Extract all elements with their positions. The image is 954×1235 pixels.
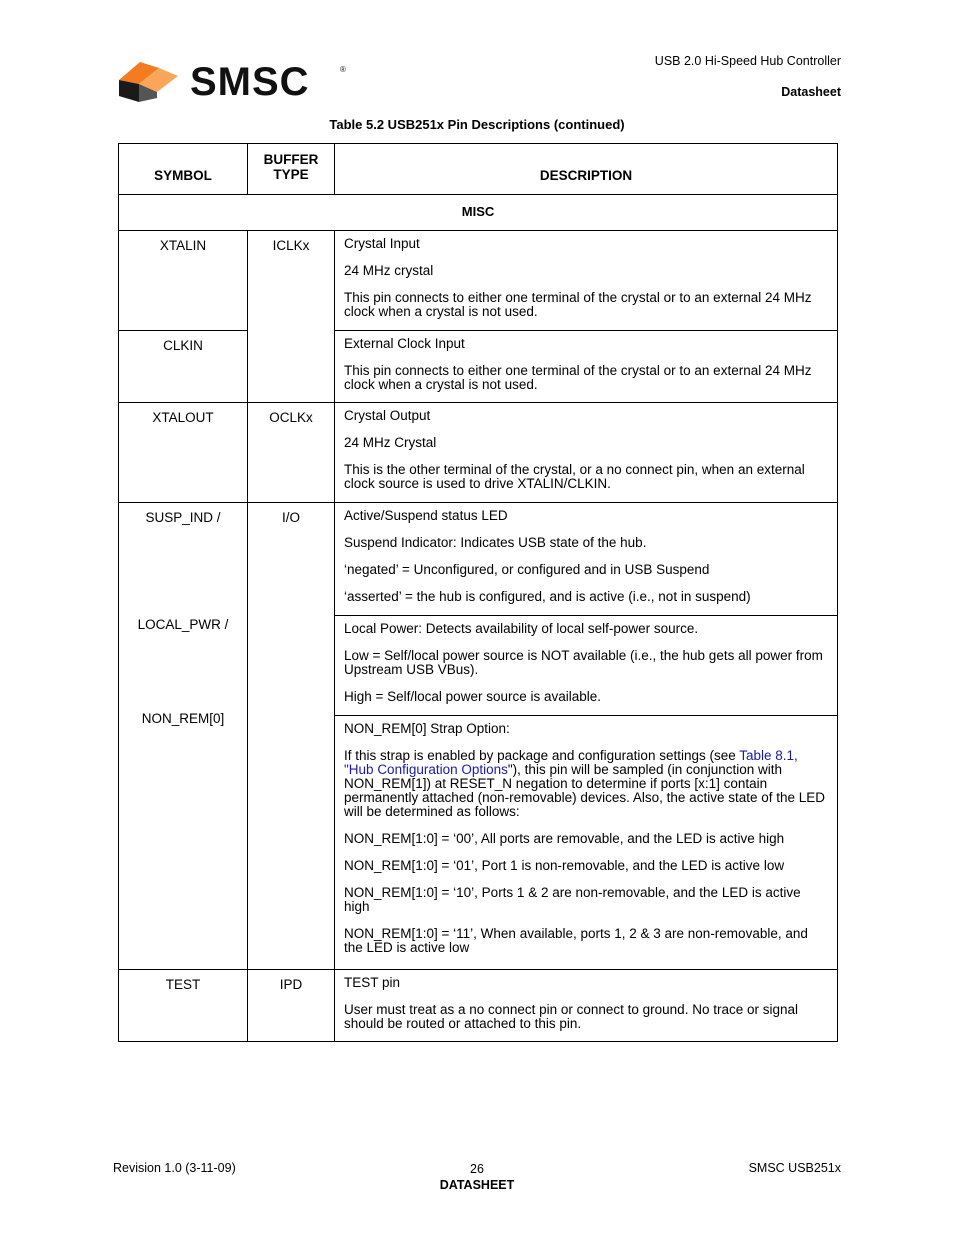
buffer-ipd: IPD xyxy=(248,970,335,1042)
section-misc: MISC xyxy=(119,195,838,231)
section-row xyxy=(119,195,838,231)
symbol-susp-ind: SUSP_IND / xyxy=(145,510,221,525)
smsc-logo-graphic xyxy=(116,58,352,104)
desc-line: Crystal Input xyxy=(344,236,420,251)
desc-line: TEST pin xyxy=(344,975,401,990)
desc-non-rem0 xyxy=(335,716,838,970)
desc-line: This pin connects to either one terminal of the crystal or to an external 24 MHz clock when a crystal is not used. xyxy=(344,290,812,319)
desc-line: External Clock Input xyxy=(344,336,465,351)
desc-local-pwr xyxy=(335,616,838,716)
table-row xyxy=(119,331,838,403)
page-number: 26 xyxy=(470,1162,484,1176)
buffer-iclkx: ICLKx xyxy=(248,231,335,403)
desc-line: ‘asserted’ = the hub is configured, and is active (i.e., not in suspend) xyxy=(344,589,751,604)
col-header-buffer-line2: TYPE xyxy=(273,167,309,182)
col-header-description: DESCRIPTION xyxy=(335,144,838,195)
desc-line: Suspend Indicator: Indicates USB state of the hub. xyxy=(344,535,647,550)
pin-description-table xyxy=(118,143,838,1042)
desc-line: Crystal Output xyxy=(344,408,431,423)
symbol-susp-ind-group xyxy=(119,503,248,970)
symbol-xtalin: XTALIN xyxy=(119,231,248,331)
table-row xyxy=(119,403,838,503)
desc-line: Low = Self/local power source is NOT available (i.e., the hub gets all power from Upstream USB VBus). xyxy=(344,648,823,677)
desc-line: 24 MHz Crystal xyxy=(344,435,437,450)
symbol-test: TEST xyxy=(119,970,248,1042)
logo-wordmark: SMSC xyxy=(190,60,310,104)
desc-line: ‘negated’ = Unconfigured, or configured and in USB Suspend xyxy=(344,562,710,577)
desc-xtalout xyxy=(335,403,838,503)
footer-revision: Revision 1.0 (3-11-09) xyxy=(113,1161,236,1175)
desc-line xyxy=(344,749,825,819)
desc-susp-ind xyxy=(335,503,838,616)
desc-line: Local Power: Detects availability of local self-power source. xyxy=(344,621,699,636)
desc-test xyxy=(335,970,838,1042)
table-title: Table 5.2 USB251x Pin Descriptions (continued) xyxy=(329,117,625,132)
desc-line: NON_REM[1:0] = ‘01’, Port 1 is non-removable, and the LED is active low xyxy=(344,858,785,873)
svg-text:®: ® xyxy=(340,65,346,74)
footer-label: DATASHEET xyxy=(439,1178,515,1192)
doc-title: USB 2.0 Hi-Speed Hub Controller xyxy=(654,54,841,68)
col-header-buffer xyxy=(248,144,335,195)
desc-text: "), this pin will be sampled (in conjunction with NON_REM[1]) at RESET_N negation to determine if ports [x:1] contain permanently attached (non-removable) devices. Also, the active state of the LED will be determined as follows: xyxy=(344,762,826,819)
buffer-oclkx: OCLKx xyxy=(248,403,335,503)
hub-config-options-link[interactable]: Hub Configuration Options xyxy=(348,762,508,777)
desc-xtalin xyxy=(335,231,838,331)
desc-line: NON_REM[0] Strap Option: xyxy=(344,721,510,736)
table-row xyxy=(119,503,838,616)
doc-type: Datasheet xyxy=(781,85,841,99)
table-8-1-link[interactable]: Table 8.1, xyxy=(739,748,798,763)
desc-quote: " xyxy=(344,762,349,777)
desc-line: NON_REM[1:0] = ‘10’, Ports 1 & 2 are non-removable, and the LED is active high xyxy=(344,885,801,914)
col-header-symbol: SYMBOL xyxy=(119,144,248,195)
footer-product: SMSC USB251x xyxy=(748,1161,841,1175)
desc-line: High = Self/local power source is available. xyxy=(344,689,602,704)
desc-clkin xyxy=(335,331,838,403)
col-header-buffer-line1: BUFFER xyxy=(263,152,319,167)
desc-line: NON_REM[1:0] = ‘00’, All ports are removable, and the LED is active high xyxy=(344,831,785,846)
symbol-local-pwr: LOCAL_PWR / xyxy=(137,617,229,632)
symbol-clkin: CLKIN xyxy=(119,331,248,403)
buffer-io: I/O xyxy=(248,503,335,970)
table-header-row xyxy=(119,144,838,195)
desc-line: Active/Suspend status LED xyxy=(344,508,508,523)
table-row xyxy=(119,970,838,1042)
desc-line: NON_REM[1:0] = ‘11’, When available, ports 1, 2 & 3 are non-removable, and the LED is active low xyxy=(344,926,808,955)
desc-line: User must treat as a no connect pin or connect to ground. No trace or signal should be routed or attached to this pin. xyxy=(344,1002,798,1031)
smsc-logo xyxy=(116,58,352,104)
symbol-non-rem0: NON_REM[0] xyxy=(141,711,225,726)
symbol-xtalout: XTALOUT xyxy=(119,403,248,503)
desc-line: This is the other terminal of the crystal, or a no connect pin, when an external clock source is used to drive XTALIN/CLKIN. xyxy=(344,462,805,491)
desc-line: 24 MHz crystal xyxy=(344,263,434,278)
desc-line: This pin connects to either one terminal of the crystal or to an external 24 MHz clock when a crystal is not used. xyxy=(344,363,812,392)
desc-text: If this strap is enabled by package and configuration settings (see xyxy=(344,748,740,763)
table-row xyxy=(119,231,838,331)
